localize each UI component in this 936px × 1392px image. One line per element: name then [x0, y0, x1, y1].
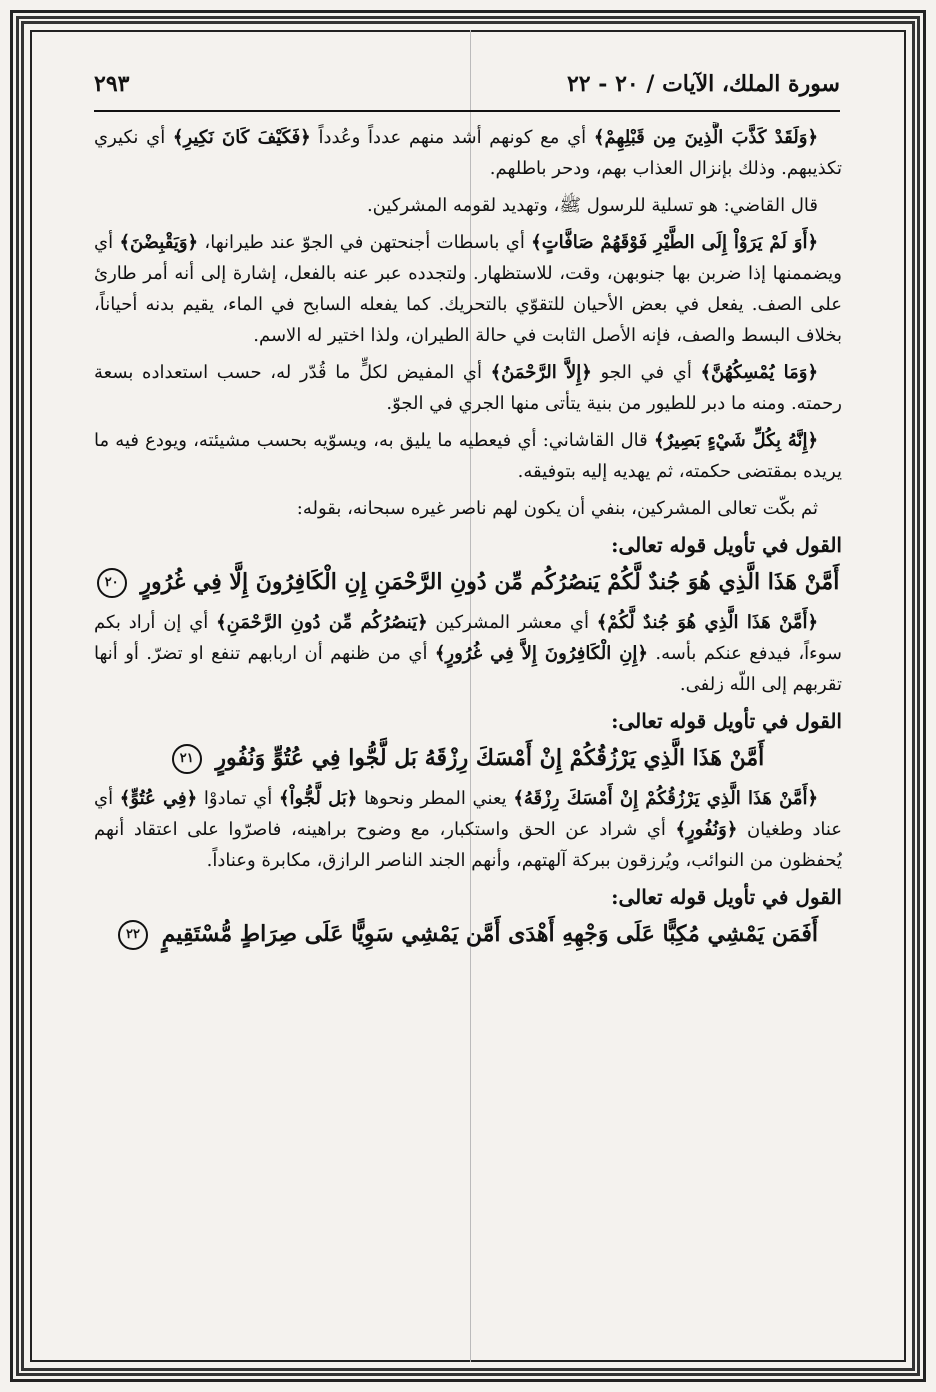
- quran-quote: ﴿إِنِ الْكَافِرُونَ إِلاَّ فِي غُرُورٍ﴾: [434, 643, 648, 664]
- commentary-text: قال القاشاني: أي فيعطيه ما يليق به، ويسوّيه بحسب مشيئته، ويودع فيه ما يريده بمقتضى حكمته، ثم يهديه إليه بتوفيقه.: [94, 430, 842, 482]
- quran-quote: ﴿أَمَّنْ هَذَا الَّذِي هُوَ جُندٌ لَّكُمْ﴾: [596, 612, 819, 633]
- verse-block: [94, 917, 842, 951]
- commentary-text: أي نكيري تكذيبهم. وذلك بإنزال العذاب بهم، ودحر باطلهم.: [94, 127, 842, 179]
- paragraph-6: [94, 493, 842, 524]
- commentary-text: أي عناد وطغيان: [94, 788, 842, 840]
- verse-number-marker: ٢١: [172, 744, 202, 774]
- quran-quote: ﴿إِنَّهُ بِكُلِّ شَيْءٍ بَصِيرٌ﴾: [653, 430, 818, 451]
- quran-quote: ﴿إِلاَّ الرَّحْمَنُ﴾: [490, 362, 592, 383]
- commentary-text: أي إن أراد بكم سوءاً، فيدفع عنكم بأسه.: [94, 612, 842, 664]
- paragraph-4: [94, 357, 842, 419]
- commentary-text: أي مع كونهم أشد منهم عدداً وعُدداً: [310, 127, 594, 148]
- quran-quote: ﴿وَلَقَدْ كَذَّبَ الَّذِينَ مِن قَبْلِهِمْ﴾: [593, 127, 818, 148]
- commentary-text: أي ويضممنها إذا ضربن بها جنوبهن، وقت، للاستظهار. ولتجدده عبر عنه بالفعل، إشارة إلى أنه أمر طارئ على الصف. يفعل في بعض الأحيان للتقوّي بالتحريك. كما يفعله السابح في الماء، يقيم بدنه أحياناً، بخلاف البسط والصف، فإنه الأصل الثابت في حالة الطيران، ولذا اختير له الاسم.: [94, 232, 842, 346]
- quran-quote: ﴿يَنصُرُكُم مِّن دُونِ الرَّحْمَنِ﴾: [216, 612, 428, 633]
- quran-quote: ﴿فِي عُتُوٍّ﴾: [119, 788, 198, 809]
- verse-block: [94, 565, 842, 599]
- commentary-text: يعني المطر ونحوها: [357, 788, 514, 809]
- commentary-text: أي في الجو: [591, 362, 701, 383]
- quran-quote: ﴿وَنُفُورٍ﴾: [675, 819, 738, 840]
- section-heading: القول في تأويل قوله تعالى:: [611, 709, 842, 733]
- quran-quote: ﴿وَيَقْبِضْنَ﴾: [119, 232, 199, 253]
- page-body: [94, 122, 842, 1356]
- commentary-text: أي المفيض لكلٍّ ما قُدّر له، حسب استعداده بسعة رحمته. ومنه ما دبر للطيور من بنية يتأتى منها الجري في الجوّ.: [94, 362, 842, 414]
- page-number: ٢٩٣: [94, 71, 130, 97]
- header-title: سورة الملك، الآيات / ٢٠ - ٢٢: [566, 71, 840, 97]
- verse-text: أَمَّنْ هَذَا الَّذِي يَرْزُقُكُمْ إِنْ أَمْسَكَ رِزْقَهُ بَل لَّجُّوا فِي عُتُوٍّ وَنُفُورٍ: [215, 745, 765, 771]
- paragraph-3: [94, 227, 842, 351]
- header-rule: [94, 110, 840, 112]
- section-heading: القول في تأويل قوله تعالى:: [611, 533, 842, 557]
- commentary-text: أي معشر المشركين: [427, 612, 597, 633]
- quran-quote: ﴿بَل لَّجُّواْ﴾: [278, 788, 358, 809]
- commentary-text: أي شراد عن الحق واستكبار، مع وضوح براهينه، فاصرّوا على اعتقاد أنهم يُحفظون من النوائب، ويُرزقون ببركة آلهتهم، وأنهم الجند الناصر الرازق، مكابرة وعناداً.: [94, 819, 842, 871]
- commentary-text: ثم بكّت تعالى المشركين، بنفي أن يكون لهم ناصر غيره سبحانه، بقوله:: [296, 498, 818, 519]
- quran-quote: ﴿أَوَ لَمْ يَرَوْاْ إِلَى الطَّيْرِ فَوْقَهُمْ صَافَّاتٍ﴾: [531, 232, 818, 253]
- quran-quote: ﴿وَمَا يُمْسِكُهُنَّ﴾: [700, 362, 818, 383]
- paragraph-2: [94, 190, 842, 221]
- page-header: [94, 64, 840, 104]
- verse-number-marker: ٢٢: [118, 920, 148, 950]
- commentary-text: قال القاضي: هو تسلية للرسول ﷺ، وتهديد لقومه المشركين.: [366, 195, 818, 216]
- quran-quote: ﴿أَمَّنْ هَذَا الَّذِي يَرْزُقُكُمْ إِنْ أَمْسَكَ رِزْقَهُ﴾: [513, 788, 819, 809]
- paragraph-1: [94, 122, 842, 184]
- verse-block: [94, 741, 842, 775]
- quran-quote: ﴿فَكَيْفَ كَانَ نَكِيرِ﴾: [172, 127, 311, 148]
- paragraph-5: [94, 425, 842, 487]
- commentary-text: أي تمادوْا: [197, 788, 279, 809]
- verse-number-marker: ٢٠: [97, 568, 127, 598]
- commentary-text: أي من ظنهم أن اربابهم تنفع او تضرّ. أو أنها تقربهم إلى اللّه زلفى.: [94, 643, 842, 695]
- verse-text: أَفَمَن يَمْشِي مُكِبًّا عَلَى وَجْهِهِ أَهْدَى أَمَّن يَمْشِي سَوِيًّا عَلَى صِرَاطٍ مُّسْتَقِيمٍ: [161, 921, 819, 947]
- commentary-text: أي باسطات أجنحتهن في الجوّ عند طيرانها،: [198, 232, 532, 253]
- verse-text: أَمَّنْ هَذَا الَّذِي هُوَ جُندٌ لَّكُمْ يَنصُرُكُم مِّن دُونِ الرَّحْمَنِ إِنِ الْكَافِرُونَ إِلَّا فِي غُرُورٍ: [140, 569, 840, 595]
- paragraph-8: [94, 783, 842, 876]
- section-heading: القول في تأويل قوله تعالى:: [611, 885, 842, 909]
- paragraph-7: [94, 607, 842, 700]
